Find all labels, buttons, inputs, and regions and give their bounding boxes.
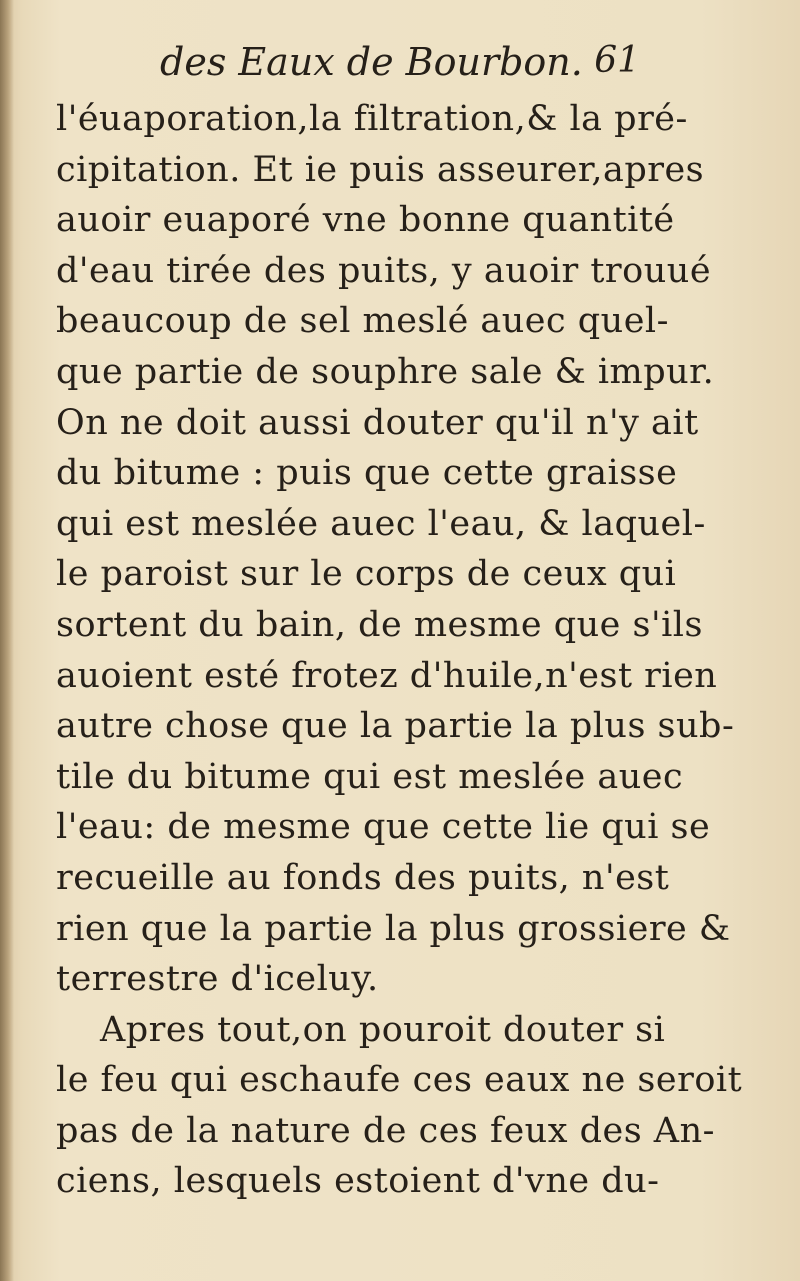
page-number: 61 xyxy=(594,40,640,81)
text-line: que partie de souphre sale & impur. xyxy=(56,351,715,392)
text-line: qui est meslée auec l'eau, & laquel- xyxy=(56,503,706,544)
body-text xyxy=(56,94,743,1207)
page-header xyxy=(160,40,640,90)
text-line: auoir euaporé vne bonne quantité xyxy=(56,200,675,241)
text-line: autre chose que la partie la plus sub- xyxy=(56,706,735,747)
text-line: ciens, lesquels estoient d'vne du- xyxy=(56,1161,660,1202)
text-line: cipitation. Et ie puis asseurer,apres xyxy=(56,149,705,190)
text-line: d'eau tirée des puits, y auoir trouué xyxy=(56,250,712,291)
text-line: tile du bitume qui est meslée auec xyxy=(56,756,684,797)
text-line: On ne doit aussi douter qu'il n'y ait xyxy=(56,402,699,443)
text-line: pas de la nature de ces feux des An- xyxy=(56,1110,715,1151)
text-line: auoient esté frotez d'huile,n'est rien xyxy=(56,655,718,696)
text-line: le feu qui eschaufe ces eaux ne seroit xyxy=(56,1060,743,1101)
text-line: recueille au fonds des puits, n'est xyxy=(56,857,670,898)
text-line: l'éuaporation,la filtration,& la pré- xyxy=(56,99,688,139)
text-line: l'eau: de mesme que cette lie qui se xyxy=(56,807,711,848)
text-line: le paroist sur le corps de ceux qui xyxy=(56,554,677,595)
text-line: terrestre d'iceluy. xyxy=(56,959,379,1000)
text-line: sortent du bain, de mesme que s'ils xyxy=(56,604,703,645)
text-line: beaucoup de sel meslé auec quel- xyxy=(56,301,669,342)
running-head: des Eaux de Bourbon. xyxy=(160,40,583,84)
text-line: rien que la partie la plus grossiere & xyxy=(56,908,731,949)
text-line: du bitume : puis que cette graisse xyxy=(56,453,678,494)
page-gutter-shadow xyxy=(0,0,14,1281)
paragraph-first-line: Apres tout,on pouroit douter si xyxy=(100,1009,666,1050)
